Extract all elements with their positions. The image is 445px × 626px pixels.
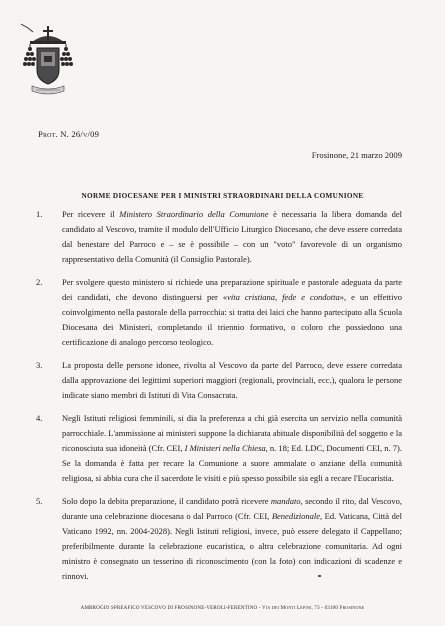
norm-text-segment: Per svolgere questo ministero si richiede una preparazione spirituale e pastorale adeguata da parte dei candidati, che devono distinguersi per « <box>62 277 402 302</box>
norm-text-segment: Negli Istituti religiosi femminili, si dia la preferenza a chi già esercita un servizio nella comunità parrocchiale. L'ammissione ai ministeri suppone la dichiarata abituale disponibilità del soggetto e la riconosciuta sua idoneità (Cfr. CEI, <box>62 413 402 453</box>
norm-text-segment: è necessaria la libera domanda del candidato al Vescovo, tramite il modulo dell'Ufficio Liturgico Diocesano, che deve essere corredata dal benestare del Parroco e – se è possibile – con un "voto" favorevole di un organismo rappresentativo della Comunità (il Consiglio Pastorale). <box>62 209 403 264</box>
norm-text <box>62 494 402 584</box>
norm-text-segment: La proposta delle persone idonee, rivolta al Vescovo da parte del Parroco, deve essere corredata dalla approvazione dei legittimi superiori maggiori (regionali, provinciali, ecc.), qualora le persone indicate siano membri di Istituti di Vita Consacrata. <box>62 360 402 400</box>
norm-number: 4. <box>36 413 43 423</box>
coat-of-arms-icon <box>22 22 74 110</box>
place-date: Frosinone, 21 marzo 2009 <box>311 150 402 160</box>
norm-number: 1. <box>36 209 43 219</box>
norm-text <box>62 411 402 486</box>
norm-item <box>36 275 402 350</box>
norm-text <box>62 358 402 403</box>
norm-text-segment: Solo dopo la debita preparazione, il candidato potrà ricevere <box>62 496 271 506</box>
norm-number: 5. <box>36 496 43 506</box>
norm-number: 2. <box>36 277 43 287</box>
ink-dot <box>318 575 321 577</box>
norm-text-italic: mandato <box>270 496 301 506</box>
norm-item <box>36 207 402 267</box>
norm-text-segment: Per ricevere il <box>62 209 120 219</box>
norm-text-italic: Benedizionale <box>271 511 320 521</box>
norm-text <box>62 275 402 350</box>
norm-text <box>62 207 402 267</box>
document-title: NORME DIOCESANE PER I MINISTRI STRAORDINARI DELLA COMUNIONE <box>81 192 364 200</box>
norm-item <box>36 411 402 486</box>
norm-text-segment: , n. 18; Ed. LDC, Documenti CEI, n. 7). Se la domanda è fatta per recare la Comunione a suore ammalate o anziane della comunità religiosa, si abbia cura che il sacerdote le visiti e più spesso possibile sia egli a recare l'Eucaristia. <box>62 443 402 483</box>
norms-list <box>36 207 402 592</box>
norm-text-segment: », e un effettivo coinvolgimento nella pastorale della parrocchia: si tratta dei laici che hanno partecipato alla Scuola Diocesana dei Ministeri, completando il triennio formativo, o coloro che possiedono una certificazione di analogo percorso teologico. <box>62 292 402 347</box>
protocol-number: Prot. N. 26/v/09 <box>38 129 100 139</box>
norm-item <box>36 358 402 403</box>
pen-tick-icon <box>20 22 34 34</box>
norm-text-segment: , Ed. Vaticana, Città del Vaticano 1992, nn. 2004-2028). Negli Istituti religiosi, invece, può essere delegato il Cappellano; preferibilmente durante la celebrazione eucaristica, o altra celebrazione comunitaria. Ad ogni ministro è consegnato un tesserino di riconoscimento (con la foto) con indicazioni di scadenze e rinnovi. <box>62 511 402 581</box>
norm-text-italic: I Ministeri nella Chiesa <box>184 443 266 453</box>
footer-address: AMBROGIO SPREAFICO VESCOVO DI FROSINONE-VEROLI-FERENTINO - Via dei Monti Lepini, 73 - 03100 Frosinone <box>80 606 365 611</box>
norm-text-segment: , secondo il rito, dal Vescovo, durante una celebrazione diocesana o dal Parroco (Cfr. CEI, <box>62 496 402 521</box>
norm-number: 3. <box>36 360 43 370</box>
norm-text-italic: vita cristiana, fede e condotta <box>227 292 340 302</box>
norm-text-italic: Ministero Straordinario della Comunione <box>119 209 269 219</box>
norm-item <box>36 494 402 584</box>
